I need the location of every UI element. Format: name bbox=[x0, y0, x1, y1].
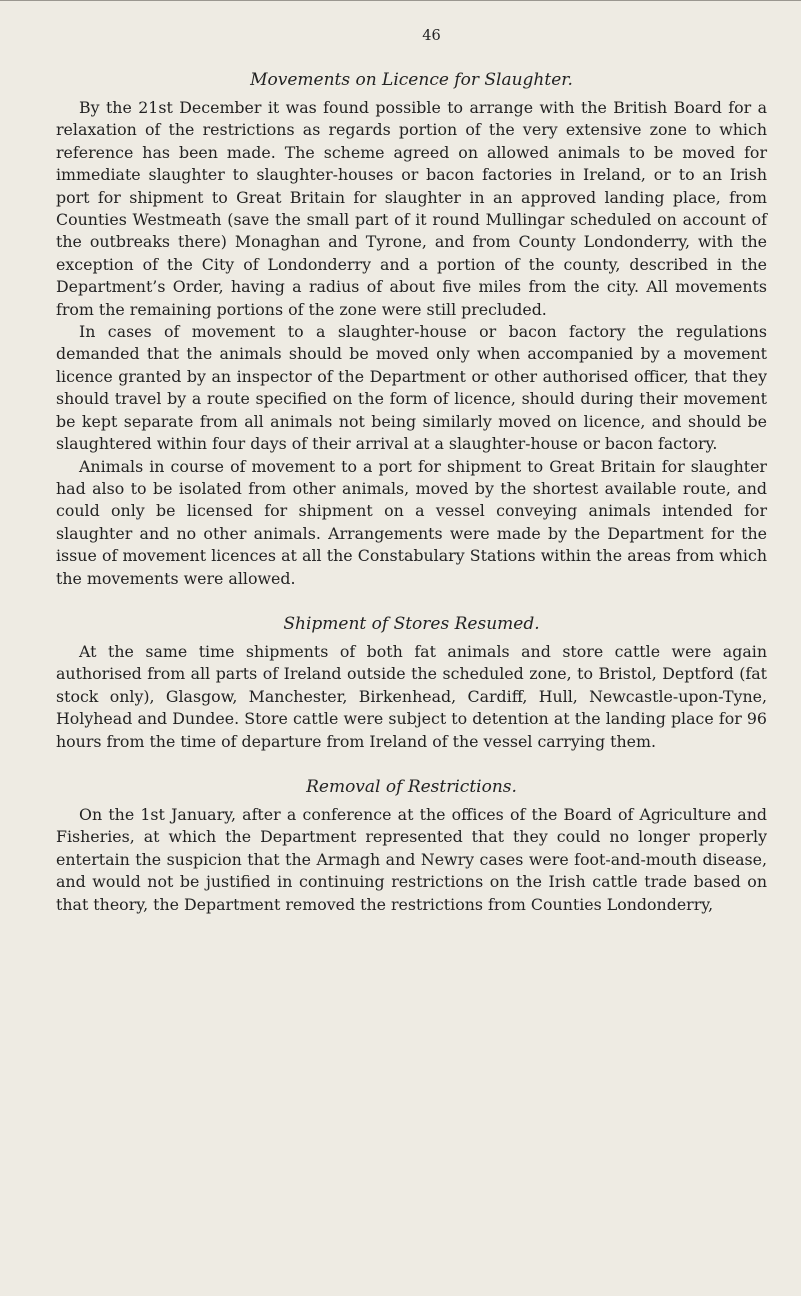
section-shipment-of-stores bbox=[56, 614, 767, 753]
paragraph: By the 21st December it was found possible to arrange with the British Board for a relaxation of the restrictions as regards portion of the very extensive zone to which reference has been made. The scheme agreed on allowed animals to be moved for immediate slaughter to slaughter-houses or bacon factories in Ireland, or to an Irish port for shipment to Great Britain for slaughter in an approved landing place, from Counties Westmeath (save the small part of it round Mullingar scheduled on account of the outbreaks there) Monaghan and Tyrone, and from County Londonderry, with the exception of the City of Londonderry and a portion of the county, described in the Department’s Order, having a radius of about five miles from the city. All movements from the remaining portions of the zone were still precluded. bbox=[56, 98, 767, 319]
paragraph: On the 1st January, after a conference at the offices of the Board of Agriculture and Fisheries, at which the Department represented that they could no longer properly entertain the suspicion that the Armagh and Newry cases were foot-and-mouth disease, and would not be justified in continuing restrictions on the Irish cattle trade based on that theory, the Department removed the restrictions from Counties Londonderry, bbox=[56, 804, 767, 914]
section-heading: Shipment of Stores Resumed. bbox=[283, 613, 540, 634]
section-heading: Movements on Licence for Slaughter. bbox=[250, 70, 573, 90]
paragraph: Animals in course of movement to a port for shipment to Great Britain for slaughter had also to be isolated from other animals, moved by the shortest available route, and could only be licensed for shipment on a vessel conveying animals intended for slaughter and no other animals. Arrangements were made by the Department for the issue of movement licences at all the Constabulary Stations within the areas from which the movements were allowed. bbox=[56, 456, 767, 588]
paragraph: In cases of movement to a slaughter-house or bacon factory the regulations demanded that the animals should be moved only when accompanied by a movement licence granted by an inspector of the Department or other authorised officer, that they should travel by a route specified on the form of licence, should during their movement be kept separate from all animals not being similarly moved on licence, and should be slaughtered within four days of their arrival at a slaughter-house or bacon factory. bbox=[56, 322, 767, 454]
page-number: 46 bbox=[422, 28, 441, 44]
paragraph: At the same time shipments of both fat animals and store cattle were again authorised from all parts of Ireland outside the scheduled zone, to Bristol, Deptford (fat stock only), Glasgow, Manchester, Birkenhead, Cardiff, Hull, Newcastle-upon-Tyne, Holyhead and Dundee. Store cattle were subject to detention at the landing place for 96 hours from the time of departure from Ireland of the vessel carrying them. bbox=[56, 641, 767, 751]
section-movements-on-licence bbox=[56, 70, 767, 590]
section-heading: Removal of Restrictions. bbox=[306, 776, 517, 797]
section-removal-of-restrictions bbox=[56, 777, 767, 916]
page-edge-line bbox=[0, 0, 801, 6]
